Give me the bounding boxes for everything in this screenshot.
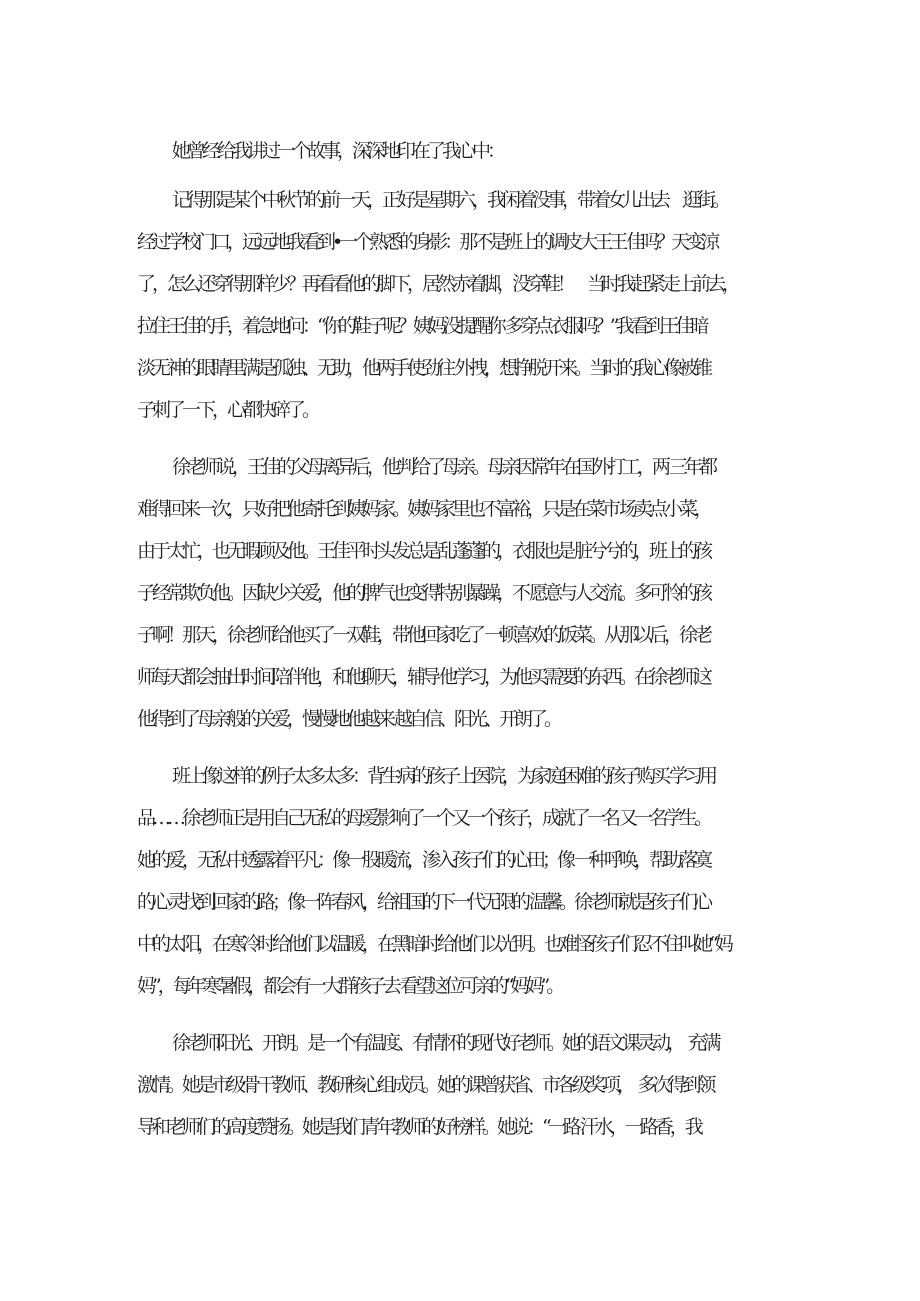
- text-line: 拉住王佳的手，着急地问：“你的鞋子呢？姨妈没提醒你 多穿点衣服吗？”我看到王佳暗: [137, 315, 706, 337]
- text-line: 班上像这样的例子太多太多：背生病的孩子上医院，为家庭困难的孩子购买 学习用: [172, 765, 715, 787]
- text-line: 她曾经给我讲过一个故事，深深地印在了我心中：: [172, 140, 503, 162]
- text-line: 子经常欺负他。因缺少关爱，他的脾气也变得特别暴躁，不 愿意与人交流。多可怜的孩: [137, 582, 710, 604]
- text-line: 记得那是某个中秋节的前一天，正好是星期六，我闲着没事，带着女儿出去 逛街。: [172, 189, 728, 211]
- text-line: 他得到了母亲般的关爱，慢慢地他越来 越自信、阳光、开朗了。: [137, 708, 560, 730]
- text-line: 中的太阳，在寒冷时给他们以温暖，在黑暗时给他们 以光明。也难怪孩子们忍不住叫她“妈: [137, 933, 730, 955]
- text-line: 徐老师阳光、开朗。是一个有温度、有情怀的现代好老师。她的语文课灵动， 充满: [172, 1032, 718, 1054]
- text-line: 淡无神的眼睛里满是孤独、无助，他两手使劲往 外拽，想挣脱开来。当时的我心像被锥: [137, 357, 710, 379]
- text-line: 她的爱，无私中透露着平凡：像一股暖流，渗入孩子们的心田；像 一种呼唤，帮助落寞: [137, 849, 710, 871]
- text-line: 激情。她是市级骨干教师、教研核心组成员。她的课曾获省、市各级奖项， 多次得到领: [137, 1074, 713, 1096]
- text-line: 妈”，每年寒暑假，都会有一大群孩子去 看望这位可亲的“妈妈”。: [137, 975, 562, 997]
- text-line: 了，怎么还穿得那样少？再看看他的脚下，居然赤着脚，没穿鞋！ 当时我赶紧走上前去，: [137, 273, 738, 295]
- text-line: 导和老师们的高度赞扬。她是我们青年教师的好榜样。她说：“一路 汗水，一路香，我: [137, 1116, 700, 1138]
- text-line: 难得回来一次，只好把他寄托到姨妈家。姨妈家里也不富裕，只是在菜市 场卖点小菜，: [137, 498, 710, 520]
- text-line: 的心灵找到回家的路；像一阵春风，给祖国的下一代无限的 温馨。徐老师就是孩子们心: [137, 891, 710, 913]
- text-line: 由于太忙，也无暇顾及他。王佳平时头发总是乱蓬蓬的，衣服也是 脏兮兮的，班上的孩: [137, 540, 710, 562]
- text-line: 徐老师说，王佳的父母离异后，他判给了母亲。母亲因常年在国外打工，两 三年都: [172, 456, 715, 478]
- text-line: 师每天都会抽出时间陪伴他，和他聊天，辅导 他学习，为他买需要的东西。在徐老师这: [137, 666, 710, 688]
- text-line: 品……徐老师正是用自己无私的母爱影响了一个又一个孩子，成就了一名 又一名学生。: [137, 807, 710, 829]
- text-line: 子啊！那天，徐老师给他买了一双鞋，带他回家吃了 一顿喜欢的饭菜。从那以后，徐老: [137, 624, 710, 646]
- text-line: 子刺了一下，心都快碎了。: [137, 399, 318, 421]
- text-line: 经过学校门口，远远地我看到•一个熟悉的身影：那不是班上的调皮大王王 佳吗？天变凉: [137, 231, 717, 253]
